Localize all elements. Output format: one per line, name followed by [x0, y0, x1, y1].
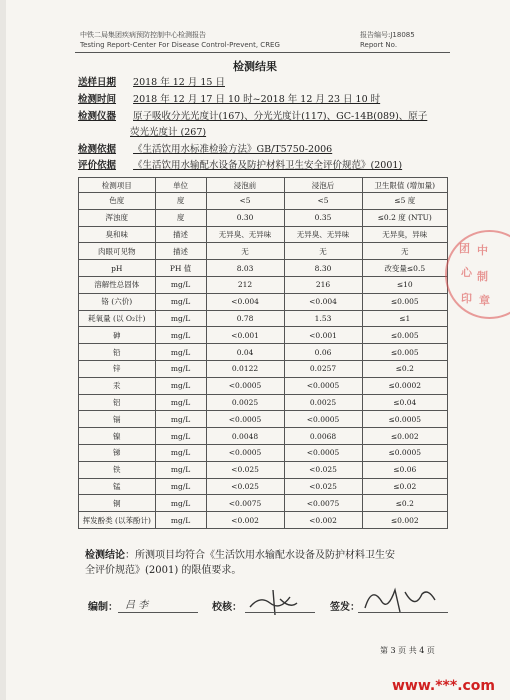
standard-label: 评价依据 [78, 160, 117, 171]
stamp-char: 章 [479, 294, 490, 307]
cell-limit: ≤0.06 [362, 461, 447, 478]
cell-unit: 度 [155, 209, 206, 226]
cell-unit: mg/L [155, 428, 206, 445]
cell-before: <5 [206, 193, 284, 210]
cell-item: 色度 [79, 193, 156, 210]
col-limit: 卫生限值 (增加量) [362, 178, 447, 193]
cell-after: 0.35 [284, 209, 362, 226]
cell-before: <0.0075 [206, 495, 284, 512]
info-method [78, 143, 458, 157]
cell-after: <0.0005 [284, 377, 362, 394]
edit-label: 编制： [88, 602, 118, 613]
report-no-en: Report No. [360, 41, 398, 49]
cell-after: <0.0005 [284, 411, 362, 428]
info-test-time [78, 93, 458, 107]
cell-after: 0.0025 [284, 394, 362, 411]
cell-limit: ≤0.005 [362, 344, 447, 361]
cell-before: 0.30 [206, 209, 284, 226]
standard-value: 《生活饮用水输配水设备及防护材料卫生安全评价规范》(2001) [133, 160, 403, 171]
cell-unit: mg/L [155, 495, 206, 512]
table-row [79, 428, 448, 445]
info-instrument [78, 110, 458, 124]
cell-unit: mg/L [155, 444, 206, 461]
info-instrument-cont [130, 126, 510, 140]
test-time-value: 2018 年 12 月 17 日 10 时~2018 年 12 月 23 日 10 时 [133, 94, 381, 105]
table-row [79, 260, 448, 277]
results-table [78, 177, 448, 529]
cell-after: <0.001 [284, 327, 362, 344]
cell-after: 0.0068 [284, 428, 362, 445]
cell-after: <5 [284, 193, 362, 210]
cell-before: 0.0122 [206, 360, 284, 377]
table-row [79, 293, 448, 310]
cell-unit: mg/L [155, 461, 206, 478]
cell-before: 212 [206, 276, 284, 293]
cell-after: 216 [284, 276, 362, 293]
cell-item: pH [79, 260, 156, 277]
send-date-label: 送样日期 [78, 77, 117, 88]
cell-item: 汞 [79, 377, 156, 394]
header-divider [75, 52, 450, 53]
cell-after: <0.0075 [284, 495, 362, 512]
check-signature [245, 585, 305, 620]
cell-unit: 描述 [155, 243, 206, 260]
cell-before: 0.04 [206, 344, 284, 361]
header-org-en: Testing Report-Center For Disease Control-Prevent, CREG [80, 41, 280, 49]
cell-item: 挥发酚类 (以苯酚计) [79, 512, 156, 529]
report-no-label: 报告编号:J18085 [360, 31, 415, 39]
check-line [245, 612, 315, 613]
info-send-date [78, 76, 458, 90]
cell-before: 0.0025 [206, 394, 284, 411]
cell-unit: mg/L [155, 512, 206, 529]
conclusion-label: 检测结论 [85, 550, 125, 561]
table-row [79, 411, 448, 428]
cell-limit: ≤0.04 [362, 394, 447, 411]
cell-before: 0.78 [206, 310, 284, 327]
header-org [80, 30, 280, 50]
watermark: www.***.com [392, 678, 496, 694]
cell-limit: ≤1 [362, 310, 447, 327]
stamp-char: 印 [461, 292, 472, 305]
cell-unit: mg/L [155, 293, 206, 310]
cell-unit: mg/L [155, 360, 206, 377]
instrument-value-2: 荧光光度计 (267) [130, 127, 207, 138]
stamp-char: 制 [477, 270, 488, 283]
info-standard [78, 159, 458, 173]
edit-signature: 吕 李 [125, 600, 149, 611]
cell-limit: 改变量≤0.5 [362, 260, 447, 277]
test-time-label: 检测时间 [78, 94, 117, 105]
stamp-char: 团 [459, 242, 470, 255]
cell-after: 8.30 [284, 260, 362, 277]
cell-before: 无 [206, 243, 284, 260]
table-row [79, 209, 448, 226]
seal-stamp [445, 230, 510, 319]
table-row [79, 444, 448, 461]
issue-label: 签发： [330, 602, 360, 613]
table-row [79, 495, 448, 512]
table-row [79, 276, 448, 293]
cell-item: 锑 [79, 444, 156, 461]
issue-signature [360, 580, 440, 620]
cell-item: 铁 [79, 461, 156, 478]
cell-unit: mg/L [155, 377, 206, 394]
cell-unit: mg/L [155, 411, 206, 428]
cell-limit: ≤5 度 [362, 193, 447, 210]
table-row [79, 360, 448, 377]
cell-after: <0.025 [284, 478, 362, 495]
page-title: 检测结果 [233, 60, 277, 73]
cell-before: <0.0005 [206, 411, 284, 428]
cell-unit: mg/L [155, 344, 206, 361]
cell-before: <0.025 [206, 478, 284, 495]
cell-after: <0.0005 [284, 444, 362, 461]
cell-before: 8.03 [206, 260, 284, 277]
cell-limit: ≤0.005 [362, 293, 447, 310]
cell-item: 浑浊度 [79, 209, 156, 226]
header-report-no [360, 30, 415, 50]
cell-unit: mg/L [155, 478, 206, 495]
table-row [79, 512, 448, 529]
cell-before: 0.0048 [206, 428, 284, 445]
table-row [79, 327, 448, 344]
cell-limit: ≤0.002 [362, 512, 447, 529]
cell-limit: ≤0.0005 [362, 411, 447, 428]
cell-before: <0.0005 [206, 444, 284, 461]
cell-unit: mg/L [155, 327, 206, 344]
cell-before: <0.002 [206, 512, 284, 529]
cell-unit: 度 [155, 193, 206, 210]
cell-limit: 无异臭，异味 [362, 226, 447, 243]
method-value: 《生活饮用水标准检验方法》GB/T5750-2006 [133, 144, 333, 155]
cell-item: 耗氧量 (以 O₂计) [79, 310, 156, 327]
cell-limit: ≤0.2 [362, 360, 447, 377]
cell-unit: mg/L [155, 310, 206, 327]
cell-limit: ≤10 [362, 276, 447, 293]
cell-before: <0.025 [206, 461, 284, 478]
table-row [79, 394, 448, 411]
cell-before: <0.0005 [206, 377, 284, 394]
header-org-cn: 中铁二局集团疾病预防控制中心检测报告 [80, 31, 206, 39]
cell-item: 镍 [79, 428, 156, 445]
cell-before: <0.001 [206, 327, 284, 344]
cell-item: 铬 (六价) [79, 293, 156, 310]
col-unit: 单位 [155, 178, 206, 193]
cell-unit: PH 值 [155, 260, 206, 277]
stamp-char: 中 [477, 244, 488, 257]
cell-limit: ≤0.005 [362, 327, 447, 344]
cell-after: 无 [284, 243, 362, 260]
instrument-label: 检测仪器 [78, 111, 117, 122]
cell-item: 溶解性总固体 [79, 276, 156, 293]
cell-item: 臭和味 [79, 226, 156, 243]
table-row [79, 193, 448, 210]
cell-item: 砷 [79, 327, 156, 344]
cell-after: <0.002 [284, 512, 362, 529]
page-number: 第 3 页 共 4 页 [380, 646, 435, 655]
cell-after: 1.53 [284, 310, 362, 327]
table-row [79, 461, 448, 478]
check-label: 校核： [212, 602, 242, 613]
table-body [79, 193, 448, 529]
table-row [79, 310, 448, 327]
cell-after: 无异臭、无异味 [284, 226, 362, 243]
col-before: 浸泡前 [206, 178, 284, 193]
cell-after: 0.06 [284, 344, 362, 361]
cell-before: <0.004 [206, 293, 284, 310]
edit-line [118, 612, 198, 613]
col-item: 检测项目 [79, 178, 156, 193]
cell-item: 铝 [79, 394, 156, 411]
instrument-value-1: 原子吸收分光光度计(167)、分光光度计(117)、GC-14B(089)、原子 [133, 111, 428, 122]
cell-before: 无异臭、无异味 [206, 226, 284, 243]
table-row [79, 344, 448, 361]
cell-unit: mg/L [155, 276, 206, 293]
table-row [79, 377, 448, 394]
cell-after: <0.004 [284, 293, 362, 310]
cell-limit: 无 [362, 243, 447, 260]
cell-item: 铜 [79, 495, 156, 512]
cell-limit: ≤0.0005 [362, 444, 447, 461]
cell-item: 肉眼可见物 [79, 243, 156, 260]
conclusion-text-2: 全评价规范》(2001) 的限值要求。 [85, 565, 242, 576]
cell-limit: ≤0.2 度 (NTU) [362, 209, 447, 226]
cell-item: 铅 [79, 344, 156, 361]
cell-limit: ≤0.002 [362, 428, 447, 445]
table-row [79, 478, 448, 495]
table-row [79, 243, 448, 260]
table-row [79, 226, 448, 243]
cell-unit: mg/L [155, 394, 206, 411]
cell-item: 镉 [79, 411, 156, 428]
issue-line [358, 612, 448, 613]
conclusion [85, 548, 465, 578]
cell-item: 锌 [79, 360, 156, 377]
stamp-char: 心 [461, 266, 472, 279]
method-label: 检测依据 [78, 144, 117, 155]
scan-edge [0, 0, 6, 700]
cell-after: 0.0257 [284, 360, 362, 377]
cell-after: <0.025 [284, 461, 362, 478]
conclusion-text-1: ：所测项目均符合《生活饮用水输配水设备及防护材料卫生安 [125, 550, 395, 561]
cell-limit: ≤0.02 [362, 478, 447, 495]
send-date-value: 2018 年 12 月 15 日 [133, 77, 225, 88]
cell-limit: ≤0.2 [362, 495, 447, 512]
cell-item: 锰 [79, 478, 156, 495]
cell-unit: 描述 [155, 226, 206, 243]
table-header-row [79, 178, 448, 193]
cell-limit: ≤0.0002 [362, 377, 447, 394]
col-after: 浸泡后 [284, 178, 362, 193]
